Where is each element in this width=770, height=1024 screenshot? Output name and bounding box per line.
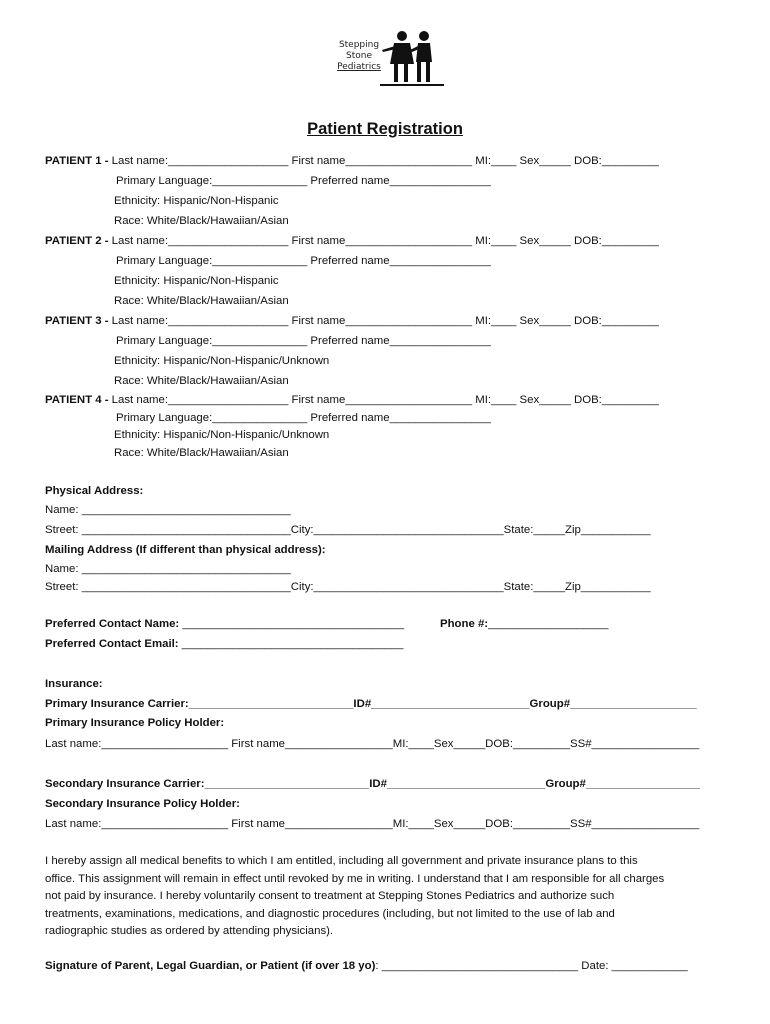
primary-holder-line[interactable]: Last name:____________________ First name_________________MI:____Sex_____DOB:_________SS#_________________: [45, 738, 700, 750]
patient-1-race: Race: White/Black/Hawaiian/Asian: [114, 215, 289, 227]
preferred-contact-name-line[interactable]: Preferred Contact Name: ___________________________________: [45, 618, 405, 630]
patient-3-language-line[interactable]: Primary Language:_______________ Preferred name________________: [116, 335, 491, 347]
mailing-name-field[interactable]: Name: _________________________________: [45, 563, 291, 575]
patient-2-ethnicity: Ethnicity: Hispanic/Non-Hispanic: [114, 275, 279, 287]
physical-name-field[interactable]: Name: _________________________________: [45, 504, 291, 516]
insurance-heading: Insurance:: [45, 678, 103, 690]
physical-street-field[interactable]: Street: _________________________________City:______________________________State:_____Zip___________: [45, 524, 651, 536]
mailing-street-field[interactable]: Street: _________________________________City:______________________________State:_____Zip___________: [45, 581, 651, 593]
patient-4-race: Race: White/Black/Hawaiian/Asian: [114, 447, 289, 459]
patient-4-ethnicity: Ethnicity: Hispanic/Non-Hispanic/Unknown: [114, 429, 330, 441]
patient-3-race: Race: White/Black/Hawaiian/Asian: [114, 375, 289, 387]
secondary-insurance-line[interactable]: Secondary Insurance Carrier:__________________________ID#_________________________Group#__________________: [45, 778, 700, 790]
children-silhouette-icon: [380, 28, 444, 90]
consent-paragraph: I hereby assign all medical benefits to which I am entitled, including all government and private insurance plans to this office. This assignment will remain in effect until revoked by me in writing. I understand that I am responsible for all charges not paid by insurance. I hereby voluntarily consent to treatment at Stepping Stones Pediatrics and authorize such treatments, examinations, medications, and diagnostic procedures (including, but not limited to the use of lab and radiographic studies as ordered by attending physicians).: [45, 855, 665, 937]
primary-insurance-line[interactable]: Primary Insurance Carrier:__________________________ID#_________________________Group#____________________: [45, 698, 697, 710]
patient-1-language-line[interactable]: Primary Language:_______________ Preferred name________________: [116, 175, 491, 187]
patient-1-ethnicity: Ethnicity: Hispanic/Non-Hispanic: [114, 195, 279, 207]
primary-holder-heading: Primary Insurance Policy Holder:: [45, 717, 225, 729]
patient-1-name-line[interactable]: PATIENT 1 - Last name:___________________ First name____________________ MI:____ Sex_____ DOB:_________: [45, 155, 659, 167]
preferred-contact-email-line[interactable]: Preferred Contact Email: ___________________________________: [45, 638, 404, 650]
phone-line[interactable]: Phone #:___________________: [440, 618, 609, 630]
patient-3-name-line[interactable]: PATIENT 3 - Last name:___________________ First name____________________ MI:____ Sex_____ DOB:_________: [45, 315, 659, 327]
patient-4-language-line[interactable]: Primary Language:_______________ Preferred name________________: [116, 412, 491, 424]
patient-4-name-line[interactable]: PATIENT 4 - Last name:___________________ First name____________________ MI:____ Sex_____ DOB:_________: [45, 394, 659, 406]
secondary-holder-line[interactable]: Last name:____________________ First name_________________MI:____Sex_____DOB:_________SS#_________________: [45, 818, 700, 830]
secondary-holder-heading: Secondary Insurance Policy Holder:: [45, 798, 240, 810]
patient-2-name-line[interactable]: PATIENT 2 - Last name:___________________ First name____________________ MI:____ Sex_____ DOB:_________: [45, 235, 659, 247]
patient-3-ethnicity: Ethnicity: Hispanic/Non-Hispanic/Unknown: [114, 355, 330, 367]
patient-2-language-line[interactable]: Primary Language:_______________ Preferred name________________: [116, 255, 491, 267]
clinic-logo: [328, 28, 444, 90]
mailing-address-heading: Mailing Address (If different than physical address):: [45, 544, 326, 556]
page-title: Patient Registration: [307, 120, 463, 138]
patient-2-race: Race: White/Black/Hawaiian/Asian: [114, 295, 289, 307]
physical-address-heading: Physical Address:: [45, 485, 144, 497]
signature-line[interactable]: Signature of Parent, Legal Guardian, or Patient (if over 18 yo): _______________________________ Date: ____________: [45, 960, 688, 972]
logo-text: Stepping Stone Pediatrics: [337, 40, 381, 72]
